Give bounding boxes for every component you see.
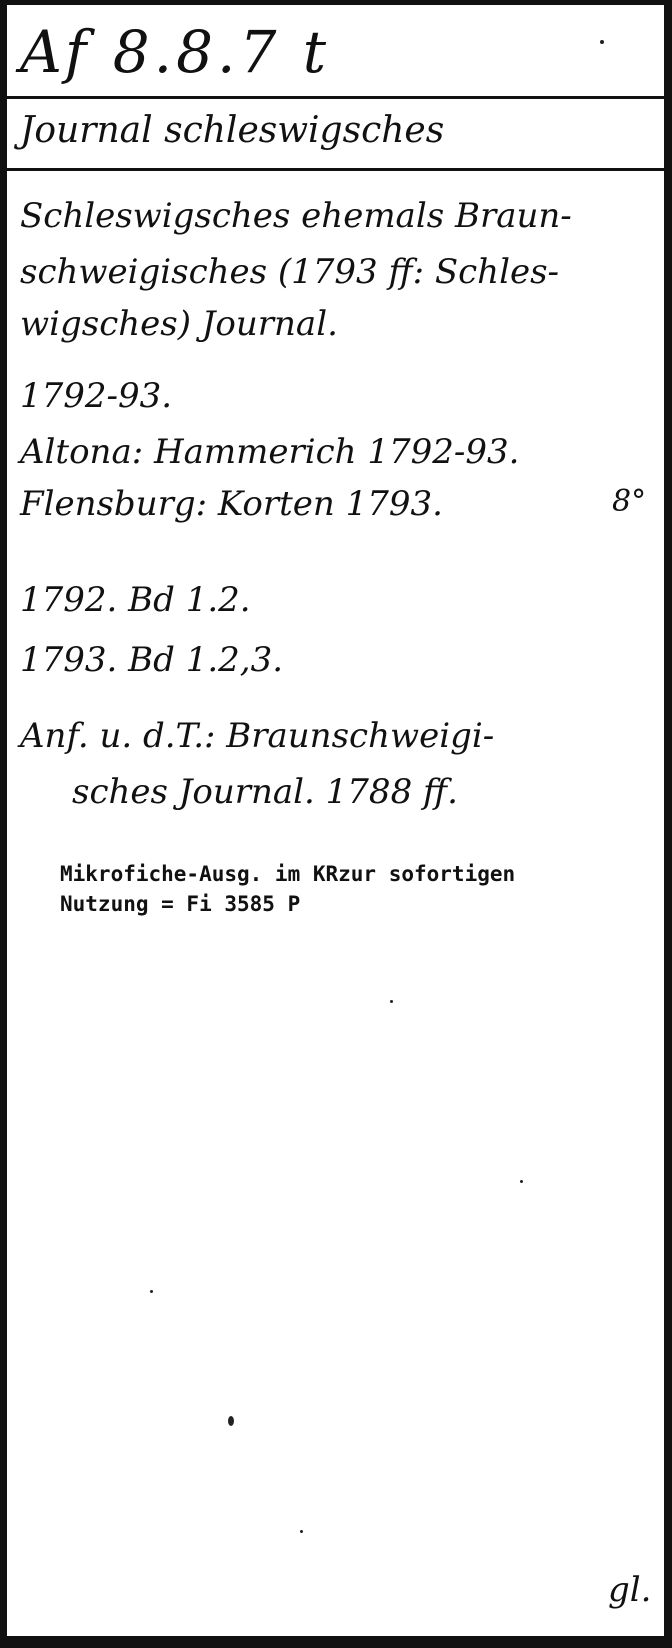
typed-note-line: Nutzung = Fi 3585 P [60, 892, 301, 916]
card-border-right [664, 0, 672, 1648]
note-line: Anf. u. d.T.: Braunschweigi- [20, 716, 495, 756]
holdings-line: 1792. Bd 1.2. [20, 580, 251, 620]
scan-speck [520, 1180, 523, 1183]
shelf-signature: Af 8.8.7 t [20, 18, 331, 86]
card-border-top [0, 0, 672, 5]
publication-years: 1792-93. [20, 376, 173, 416]
title-line: wigsches) Journal. [20, 304, 338, 344]
scan-speck [600, 40, 604, 44]
divider-heading [7, 168, 664, 171]
format-size: 8° [612, 484, 647, 519]
title-line: Schleswigsches ehemals Braun- [20, 196, 572, 236]
title-line: schweigisches (1793 ff: Schles- [20, 252, 560, 292]
imprint-line: Altona: Hammerich 1792-93. [20, 432, 520, 472]
scan-speck [228, 1416, 234, 1426]
typed-note-line: Mikrofiche-Ausg. im KRzur sofortigen [60, 862, 516, 886]
scan-speck [300, 1530, 303, 1533]
divider-top [7, 96, 664, 99]
note-line: sches Journal. 1788 ff. [72, 772, 458, 812]
card-border-bottom [0, 1636, 672, 1648]
holdings-line: 1793. Bd 1.2,3. [20, 640, 284, 680]
imprint-line: Flensburg: Korten 1793. [20, 484, 443, 524]
cataloger-initials: gl. [608, 1570, 652, 1610]
card-border-left [0, 0, 7, 1648]
scan-speck [150, 1290, 153, 1293]
scan-speck [390, 1000, 393, 1003]
catalog-heading: Journal schleswigsches [20, 110, 445, 151]
